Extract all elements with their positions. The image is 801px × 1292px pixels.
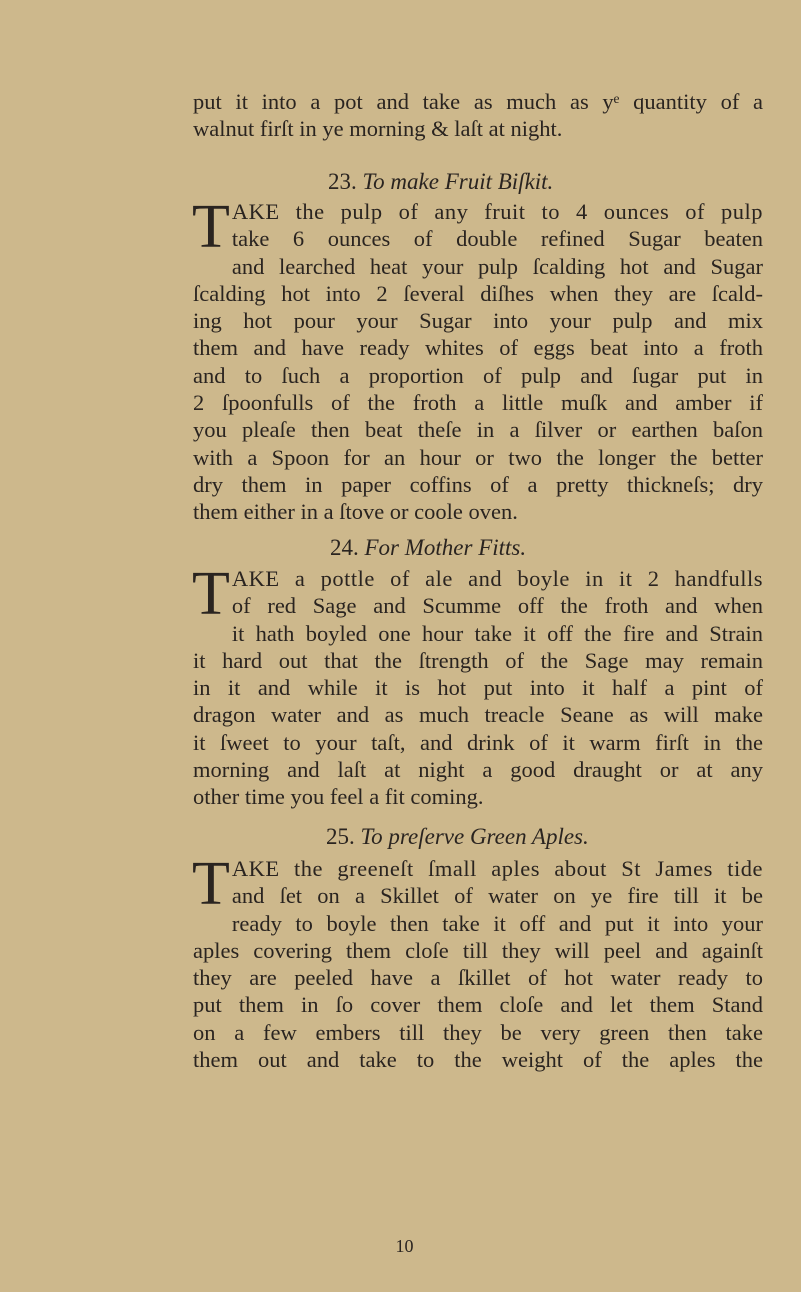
text-line: put it into a pot and take as much as yᵉ quantity of a xyxy=(193,89,763,114)
text-line: them either in a ſtove or coole oven. xyxy=(193,499,518,525)
text-line: and learched heat your pulp ſcalding hot and Sugar xyxy=(231,253,763,279)
text-line: other time you feel a fit coming. xyxy=(193,784,484,810)
text-line: dragon water and as much treacle Seane as will make xyxy=(193,702,763,728)
text-line: it ſweet to your taſt, and drink of it warm firſt in the xyxy=(193,729,763,755)
text-line: in it and while it is hot put into it half a pint of xyxy=(193,675,763,701)
text-line: and to ſuch a proportion of pulp and ſugar put in xyxy=(193,362,763,388)
intro-paragraph xyxy=(193,88,763,143)
recipe-number: 23. xyxy=(328,169,357,194)
text-line: walnut firſt in ye morning & laſt at night. xyxy=(193,116,563,142)
recipe-title: For Mother Fitts. xyxy=(364,535,527,560)
text-line: ready to boyle then take it off and put it into your xyxy=(231,910,763,936)
drop-cap: T xyxy=(192,560,230,628)
text-line: 2 ſpoonfulls of the froth a little muſk and amber if xyxy=(193,390,763,416)
text-line: with a Spoon for an hour or two the longer the better xyxy=(193,444,763,470)
text-line: AKE a pottle of ale and boyle in it 2 handfulls xyxy=(231,566,763,591)
drop-cap: T xyxy=(192,850,230,918)
text-line: take 6 ounces of double refined Sugar beaten xyxy=(231,226,763,252)
recipe-number: 25. xyxy=(326,824,355,849)
text-line: it hath boyled one hour take it off the fire and Strain xyxy=(231,620,763,646)
recipe-body xyxy=(192,560,763,811)
recipe-heading xyxy=(328,168,801,196)
recipe-title: To preſerve Green Aples. xyxy=(360,824,589,849)
text-line: AKE the pulp of any fruit to 4 ounces of pulp xyxy=(231,199,763,224)
text-line: on a few embers till they be very green then take xyxy=(193,1019,763,1045)
text-line: them and have ready whites of eggs beat into a froth xyxy=(193,335,763,361)
drop-cap: T xyxy=(192,193,230,261)
text-line: and ſet on a Skillet of water on ye fire till it be xyxy=(231,883,763,909)
text-line: they are peeled have a ſkillet of hot water ready to xyxy=(193,965,763,991)
recipe-body xyxy=(192,193,763,526)
text-line: ſcalding hot into 2 ſeveral diſhes when they are ſcald- xyxy=(193,280,763,306)
recipe-number: 24. xyxy=(330,535,359,560)
text-line: dry them in paper coffins of a pretty thickneſs; dry xyxy=(193,471,763,497)
text-line: you pleaſe then beat theſe in a ſilver or earthen baſon xyxy=(193,417,763,443)
text-line: ing hot pour your Sugar into your pulp and mix xyxy=(193,308,763,334)
text-line: aples covering them cloſe till they will peel and againſt xyxy=(193,937,763,963)
text-line: morning and laſt at night a good draught or at any xyxy=(193,757,763,783)
recipe-title: To make Fruit Biſkit. xyxy=(362,169,554,194)
text-line: it hard out that the ſtrength of the Sage may remain xyxy=(193,647,763,673)
recipe-heading xyxy=(326,823,801,851)
text-line: of red Sage and Scumme off the froth and when xyxy=(231,593,763,619)
recipe-body xyxy=(192,850,763,1073)
page-number: 10 xyxy=(395,1236,414,1256)
recipe-heading xyxy=(330,534,801,562)
text-line: AKE the greeneſt ſmall aples about St James tide xyxy=(231,856,763,881)
text-line: put them in ſo cover them cloſe and let them Stand xyxy=(193,992,763,1018)
text-line: them out and take to the weight of the aples the xyxy=(193,1047,763,1073)
